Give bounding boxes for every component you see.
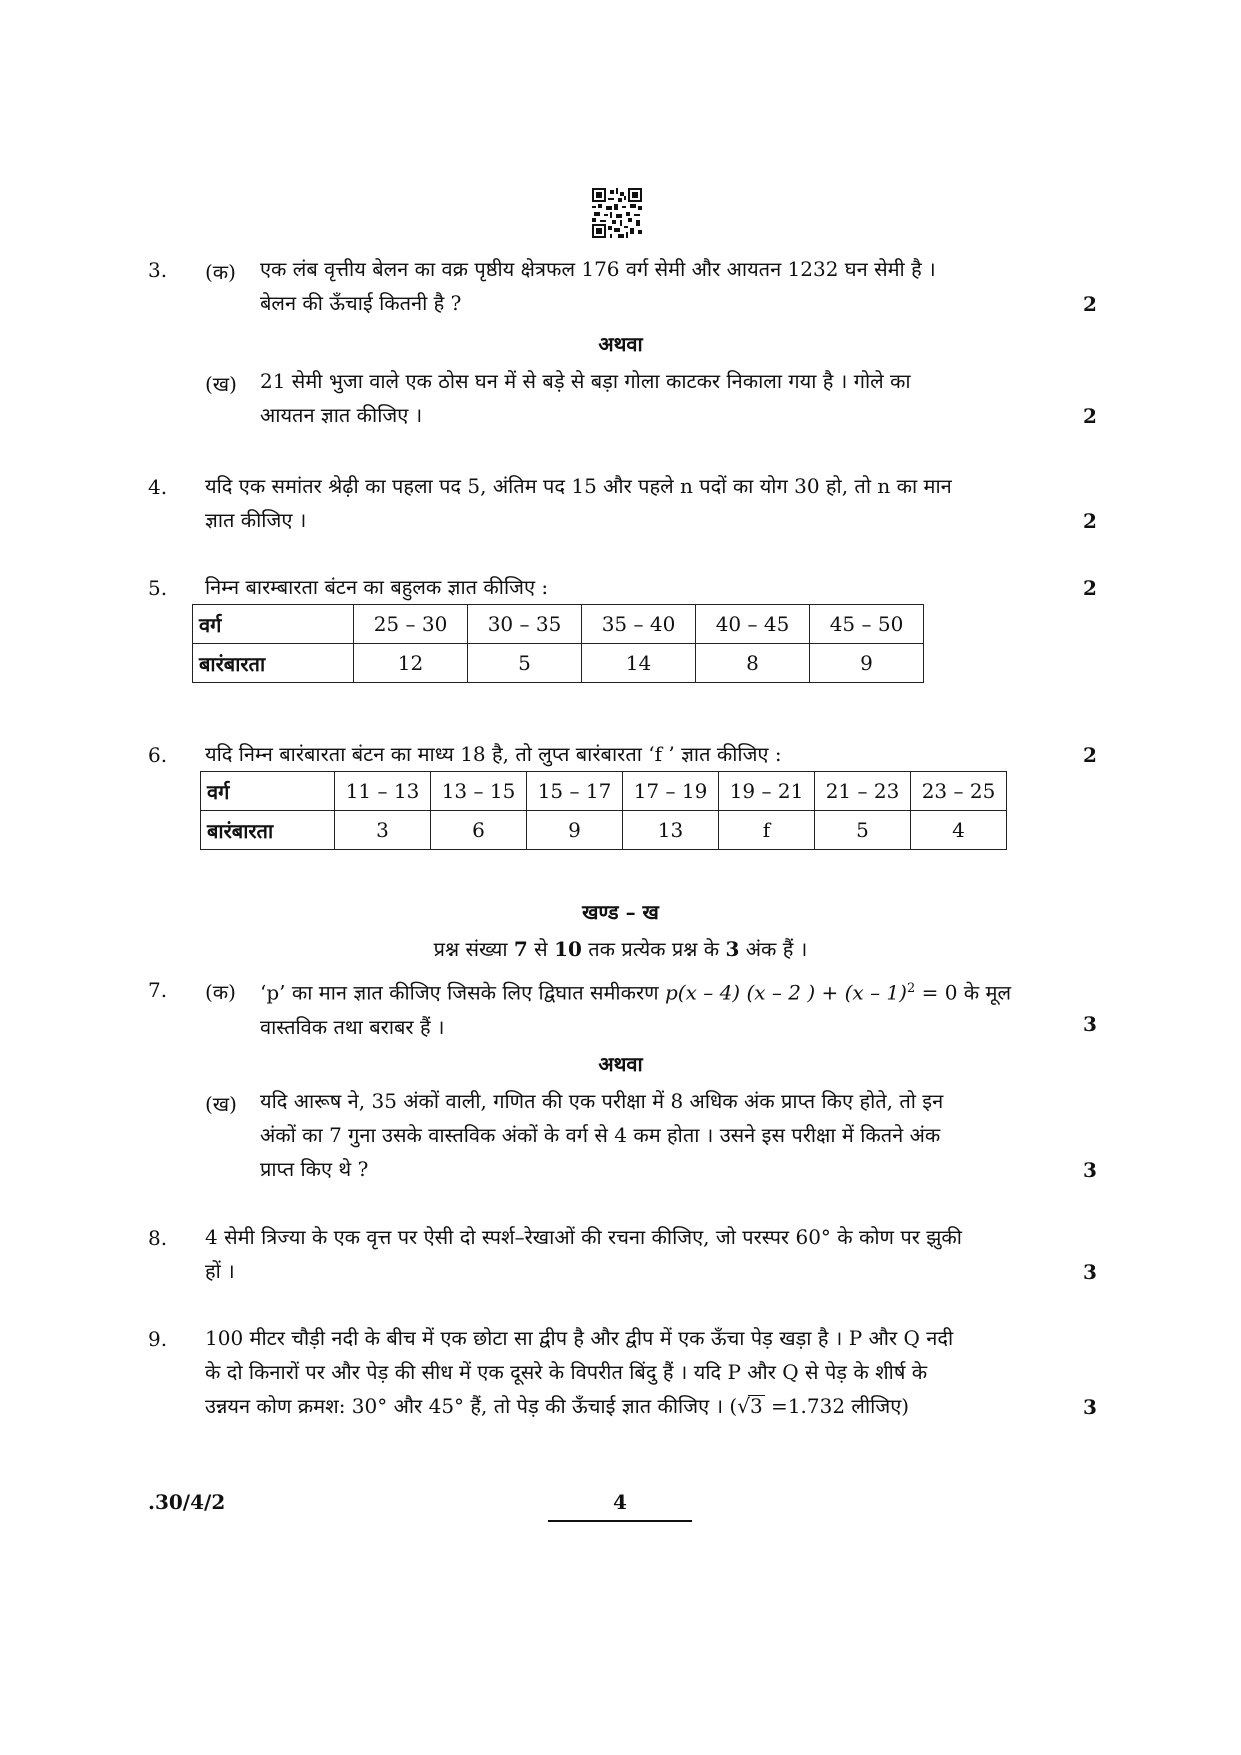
question-text: 21 सेमी भुजा वाले एक ठोस घन में से बड़े से बड़ा गोला काटकर निकाला गया है । गोले का आयतन ज्ञात कीजिए । [260, 369, 911, 427]
question-text: यदि निम्न बारंबारता बंटन का माध्य 18 है, तो लुप्त बारंबारता ‘f ’ ज्ञात कीजिए : [205, 742, 782, 766]
table-cell: 17 – 19 [623, 772, 719, 811]
page-number: 4 [613, 1490, 627, 1514]
section-title: खण्ड – ख [582, 900, 659, 924]
table-cell: 8 [696, 644, 810, 683]
table-cell: 9 [527, 811, 623, 850]
table-cell: 23 – 25 [911, 772, 1007, 811]
table-cell: 45 – 50 [810, 605, 924, 644]
table-cell: 35 – 40 [582, 605, 696, 644]
marks: 2 [1083, 292, 1097, 316]
question-text: यदि आरूष ने, 35 अंकों वाली, गणित की एक परीक्षा में 8 अधिक अंक प्राप्त किए होते, तो इन अंकों का 7 गुना उसके वास्तविक अंकों के वर्ग से 4 कम होता । उसने इस परीक्षा में कितने अंक प्राप्त किए थे ? [260, 1089, 944, 1181]
table-cell: 21 – 23 [815, 772, 911, 811]
sub-label: (ख) [205, 1092, 237, 1116]
question-number: 9. [148, 1327, 168, 1351]
table-cell: 25 – 30 [354, 605, 468, 644]
marks: 2 [1083, 743, 1097, 767]
table-cell: 13 – 15 [431, 772, 527, 811]
question-number: 5. [148, 576, 168, 600]
marks: 2 [1083, 404, 1097, 428]
table-cell: 4 [911, 811, 1007, 850]
or-separator: अथवा [598, 332, 643, 356]
marks: 2 [1083, 509, 1097, 533]
marks: 3 [1083, 1395, 1097, 1419]
table-cell: 14 [582, 644, 696, 683]
or-separator: अथवा [598, 1052, 643, 1076]
table-cell: 40 – 45 [696, 605, 810, 644]
question-text: निम्न बारम्बारता बंटन का बहुलक ज्ञात कीजिए : [205, 575, 549, 599]
question-text: 4 सेमी त्रिज्या के एक वृत्त पर ऐसी दो स्पर्श–रेखाओं की रचना कीजिए, जो परस्पर 60° के कोण पर झुकी हों । [205, 1225, 962, 1283]
sqrt-radicand: 3 [749, 1394, 763, 1418]
equation: p(x – 4) (x – 2 ) + (x – 1) [664, 980, 907, 1005]
table-row-header: बारंबारता [201, 811, 335, 850]
marks: 2 [1083, 576, 1097, 600]
question-number: 8. [148, 1226, 168, 1250]
table-cell: 15 – 17 [527, 772, 623, 811]
table-cell: 12 [354, 644, 468, 683]
sub-label: (ख) [205, 372, 237, 396]
question-number: 6. [148, 743, 168, 767]
sub-label: (क) [205, 260, 236, 284]
table-cell: f [719, 811, 815, 850]
table-cell: 6 [431, 811, 527, 850]
table-cell: 3 [335, 811, 431, 850]
question-text: यदि एक समांतर श्रेढ़ी का पहला पद 5, अंतिम पद 15 और पहले n पदों का योग 30 हो, तो n का मान ज्ञात कीजिए । [205, 474, 952, 532]
section-instructions: प्रश्न संख्या 7 से 10 तक प्रत्येक प्रश्न के 3 अंक हैं । [433, 937, 808, 961]
paper-code: .30/4/2 [148, 1490, 226, 1514]
table-cell: 5 [815, 811, 911, 850]
table-row-header: बारंबारता [193, 644, 354, 683]
frequency-table [200, 771, 1007, 850]
table-cell: 30 – 35 [468, 605, 582, 644]
question-number: 7. [148, 978, 168, 1002]
table-row-header: वर्ग [201, 772, 335, 811]
question-number: 4. [148, 475, 168, 499]
question-number: 3. [148, 258, 168, 282]
frequency-table [192, 604, 924, 683]
page-number-underline [548, 1520, 692, 1522]
question-text: ‘p’ का मान ज्ञात कीजिए जिसके लिए द्विघात समीकरण p(x – 4) (x – 2 ) + (x – 1)$^2$ = 0 के मूल वास्तविक तथा बराबर हैं । [260, 980, 1012, 1039]
table-cell: 11 – 13 [335, 772, 431, 811]
question-text: एक लंब वृत्तीय बेलन का वक्र पृष्ठीय क्षेत्रफल 176 वर्ग सेमी और आयतन 1232 घन सेमी है । बेलन की ऊँचाई कितनी है ? [260, 257, 936, 315]
marks: 3 [1083, 1158, 1097, 1182]
marks: 3 [1083, 1260, 1097, 1284]
table-cell: 13 [623, 811, 719, 850]
sub-label: (क) [205, 980, 236, 1004]
table-cell: 19 – 21 [719, 772, 815, 811]
table-row-header: वर्ग [193, 605, 354, 644]
question-text: 100 मीटर चौड़ी नदी के बीच में एक छोटा सा द्वीप है और द्वीप में एक ऊँचा पेड़ खड़ा है । P और Q नदी के दो किनारों पर और पेड़ की सीध में एक दूसरे के विपरीत बिंदु हैं । यदि P और Q से पेड़ के शीर्ष के उन्नयन कोण क्रमश: 30° और 45° हैं, तो पेड़ की ऊँचाई ज्ञात कीजिए । (√3 =1.732 लीजिए) [205, 1326, 954, 1418]
qr-code-icon [592, 188, 642, 238]
table-cell: 9 [810, 644, 924, 683]
table-cell: 5 [468, 644, 582, 683]
marks: 3 [1083, 1012, 1097, 1036]
